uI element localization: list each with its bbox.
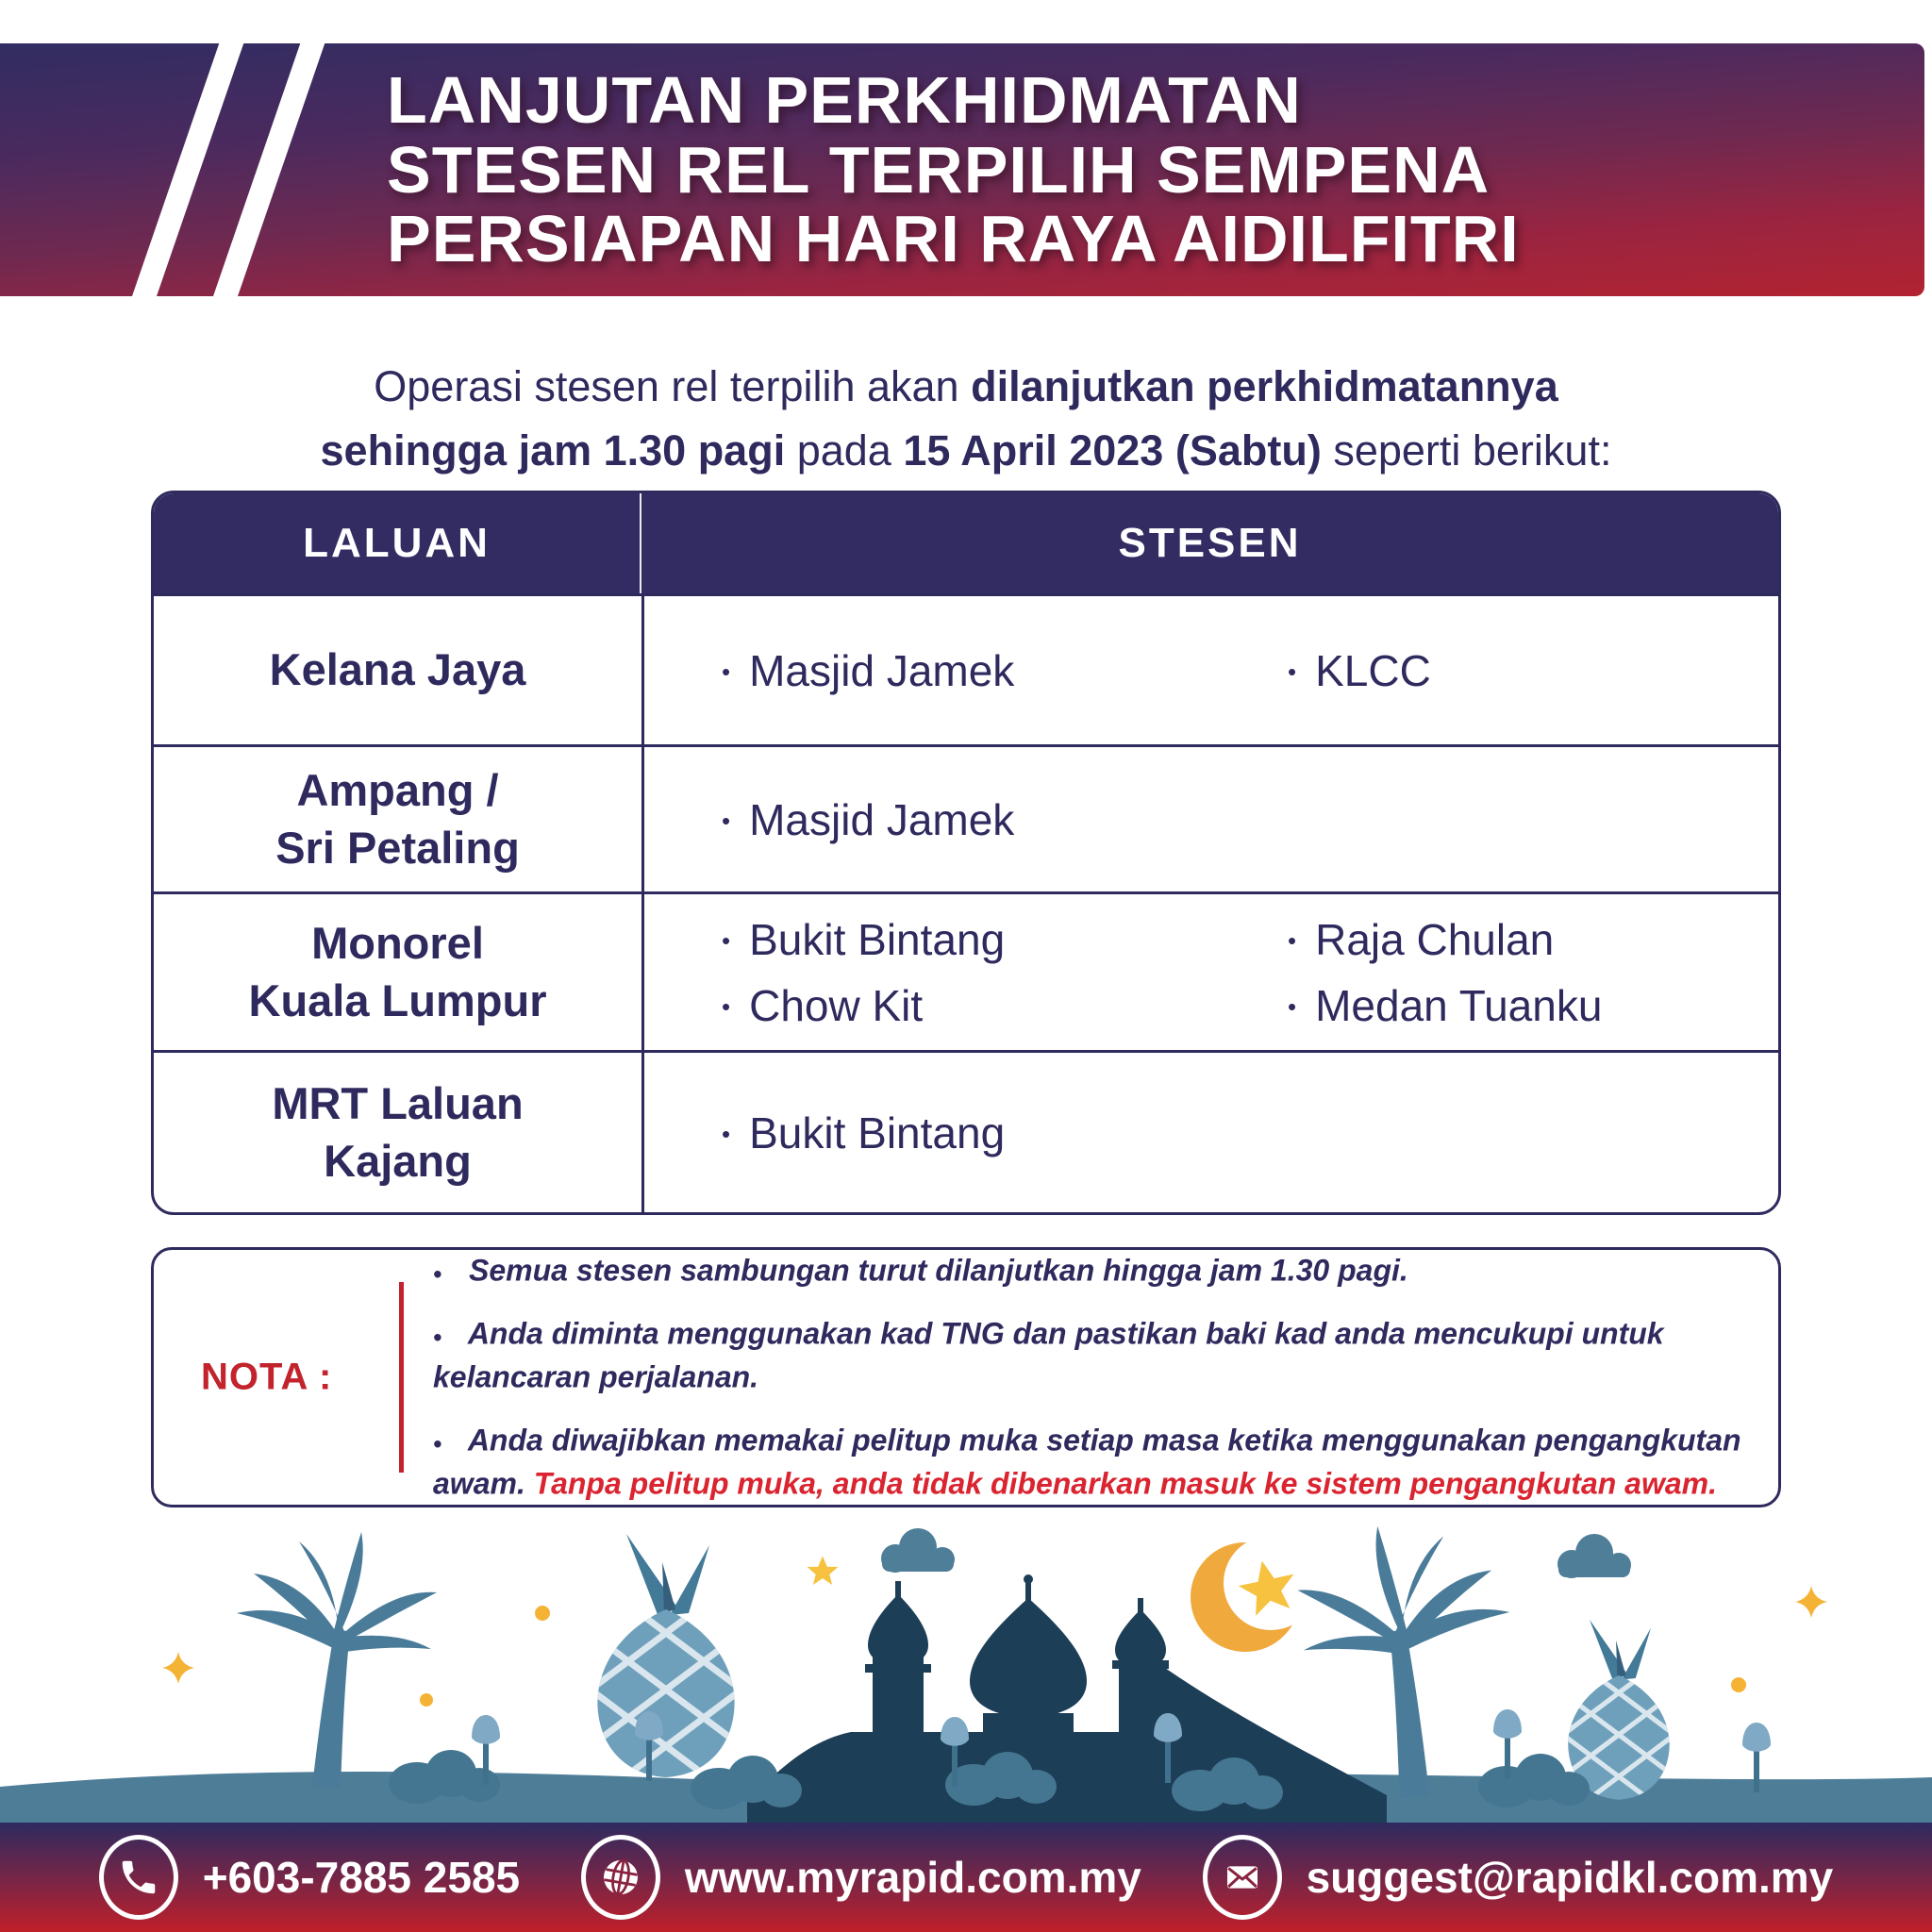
- nota-item: • Anda diminta menggunakan kad TNG dan pastikan baki kad anda mencukupi untuk kelancaran perjalanan.: [433, 1316, 1664, 1394]
- table-row: [154, 593, 1778, 744]
- route-name: Ampang / Sri Petaling: [154, 744, 641, 891]
- bullet-icon: •: [722, 1120, 731, 1148]
- website-url: www.myrapid.com.my: [684, 1853, 1141, 1902]
- bullet-icon: •: [433, 1259, 442, 1289]
- station-list: [641, 1050, 1778, 1212]
- table-row: [154, 1050, 1778, 1212]
- station-item: • Masjid Jamek: [722, 645, 1015, 695]
- table-row: [154, 891, 1778, 1050]
- stations-table: [151, 491, 1781, 1215]
- footer-bar: [0, 1823, 1932, 1932]
- route-name: Kelana Jaya: [154, 593, 641, 744]
- intro-text: [0, 355, 1932, 482]
- intro-bold: 15 April 2023 (Sabtu): [903, 425, 1322, 475]
- palm-tree-icon: [237, 1532, 437, 1789]
- bullet-icon: •: [722, 926, 731, 955]
- page-title: [387, 62, 1520, 275]
- route-name: MRT Laluan Kajang: [154, 1050, 641, 1212]
- station-item: • Medan Tuanku: [1288, 980, 1603, 1030]
- station-item: • Chow Kit: [722, 980, 924, 1030]
- intro-regular: Operasi stesen rel terpilih akan: [374, 362, 972, 410]
- email-icon: [1203, 1835, 1282, 1920]
- cloud-icon: [881, 1528, 955, 1573]
- station-list: [641, 744, 1778, 891]
- bush-icon: [691, 1756, 802, 1809]
- bullet-icon: •: [722, 807, 731, 835]
- intro-regular: seperti berikut:: [1321, 425, 1612, 475]
- nota-box: [151, 1247, 1781, 1507]
- phone-number: +603-7885 2585: [202, 1853, 521, 1902]
- station-item: • Raja Chulan: [1288, 914, 1555, 964]
- station-item: • Bukit Bintang: [722, 1108, 1006, 1158]
- sparkle-icon: [162, 1652, 194, 1684]
- nota-divider: [399, 1282, 404, 1473]
- dot-icon: [420, 1693, 433, 1707]
- nota-item: • Anda diwajibkan memakai pelitup muka setiap masa ketika menggunakan pengangkutan awam. Tanpa pelitup muka, anda tidak dibenarkan masuk ke sistem pengangkutan awam.: [433, 1423, 1741, 1501]
- email-contact: [1203, 1835, 1834, 1920]
- route-name: Monorel Kuala Lumpur: [154, 891, 641, 1050]
- bullet-icon: •: [1288, 658, 1297, 686]
- intro-line2: [0, 419, 1932, 483]
- nota-label: NOTA :: [201, 1356, 333, 1398]
- dot-icon: [1731, 1677, 1746, 1692]
- intro-bold: dilanjutkan perkhidmatannya: [971, 362, 1558, 410]
- intro-line1: [0, 355, 1932, 419]
- page-title-line1: LANJUTAN PERKHIDMATAN: [387, 62, 1302, 137]
- nota-warning-text: Tanpa pelitup muka, anda tidak dibenarkan masuk ke sistem pengangkutan awam.: [533, 1466, 1717, 1501]
- station-list: [641, 891, 1778, 1050]
- station-list: [641, 593, 1778, 744]
- bullet-icon: •: [722, 658, 731, 686]
- intro-regular: pada: [785, 425, 904, 475]
- station-item: • Masjid Jamek: [722, 794, 1015, 844]
- globe-icon: [581, 1835, 660, 1920]
- star-icon: [808, 1557, 839, 1585]
- bullet-icon: •: [1288, 992, 1297, 1021]
- station-item: • Bukit Bintang: [722, 914, 1006, 964]
- raya-illustration: [0, 1507, 1932, 1823]
- email-address: suggest@rapidkl.com.my: [1306, 1853, 1834, 1902]
- cloud-icon: [1557, 1534, 1631, 1578]
- nota-items: [433, 1249, 1746, 1505]
- header-banner: [0, 43, 1924, 296]
- bullet-icon: •: [433, 1429, 442, 1458]
- crescent-moon-icon: [1191, 1536, 1318, 1652]
- column-header-laluan: LALUAN: [154, 493, 641, 593]
- column-header-stesen: STESEN: [1118, 520, 1302, 566]
- dot-icon: [535, 1606, 550, 1621]
- page-title-line3: PERSIAPAN HARI RAYA AIDILFITRI: [387, 201, 1520, 275]
- bullet-icon: •: [722, 992, 731, 1021]
- page-title-line2: STESEN REL TERPILIH SEMPENA: [387, 132, 1491, 207]
- intro-bold: sehingga jam 1.30 pagi: [320, 425, 786, 475]
- station-item: • KLCC: [1288, 645, 1431, 695]
- bullet-icon: •: [1288, 926, 1297, 955]
- phone-contact: [99, 1835, 520, 1920]
- nota-item: • Semua stesen sambungan turut dilanjutkan hingga jam 1.30 pagi.: [433, 1253, 1408, 1289]
- table-row: [154, 744, 1778, 891]
- table-header-row: [154, 493, 1778, 593]
- website-contact: [581, 1835, 1141, 1920]
- palm-tree-icon: [1298, 1526, 1510, 1798]
- phone-icon: [99, 1835, 178, 1920]
- sparkle-icon: [1795, 1586, 1827, 1618]
- bullet-icon: •: [433, 1323, 442, 1352]
